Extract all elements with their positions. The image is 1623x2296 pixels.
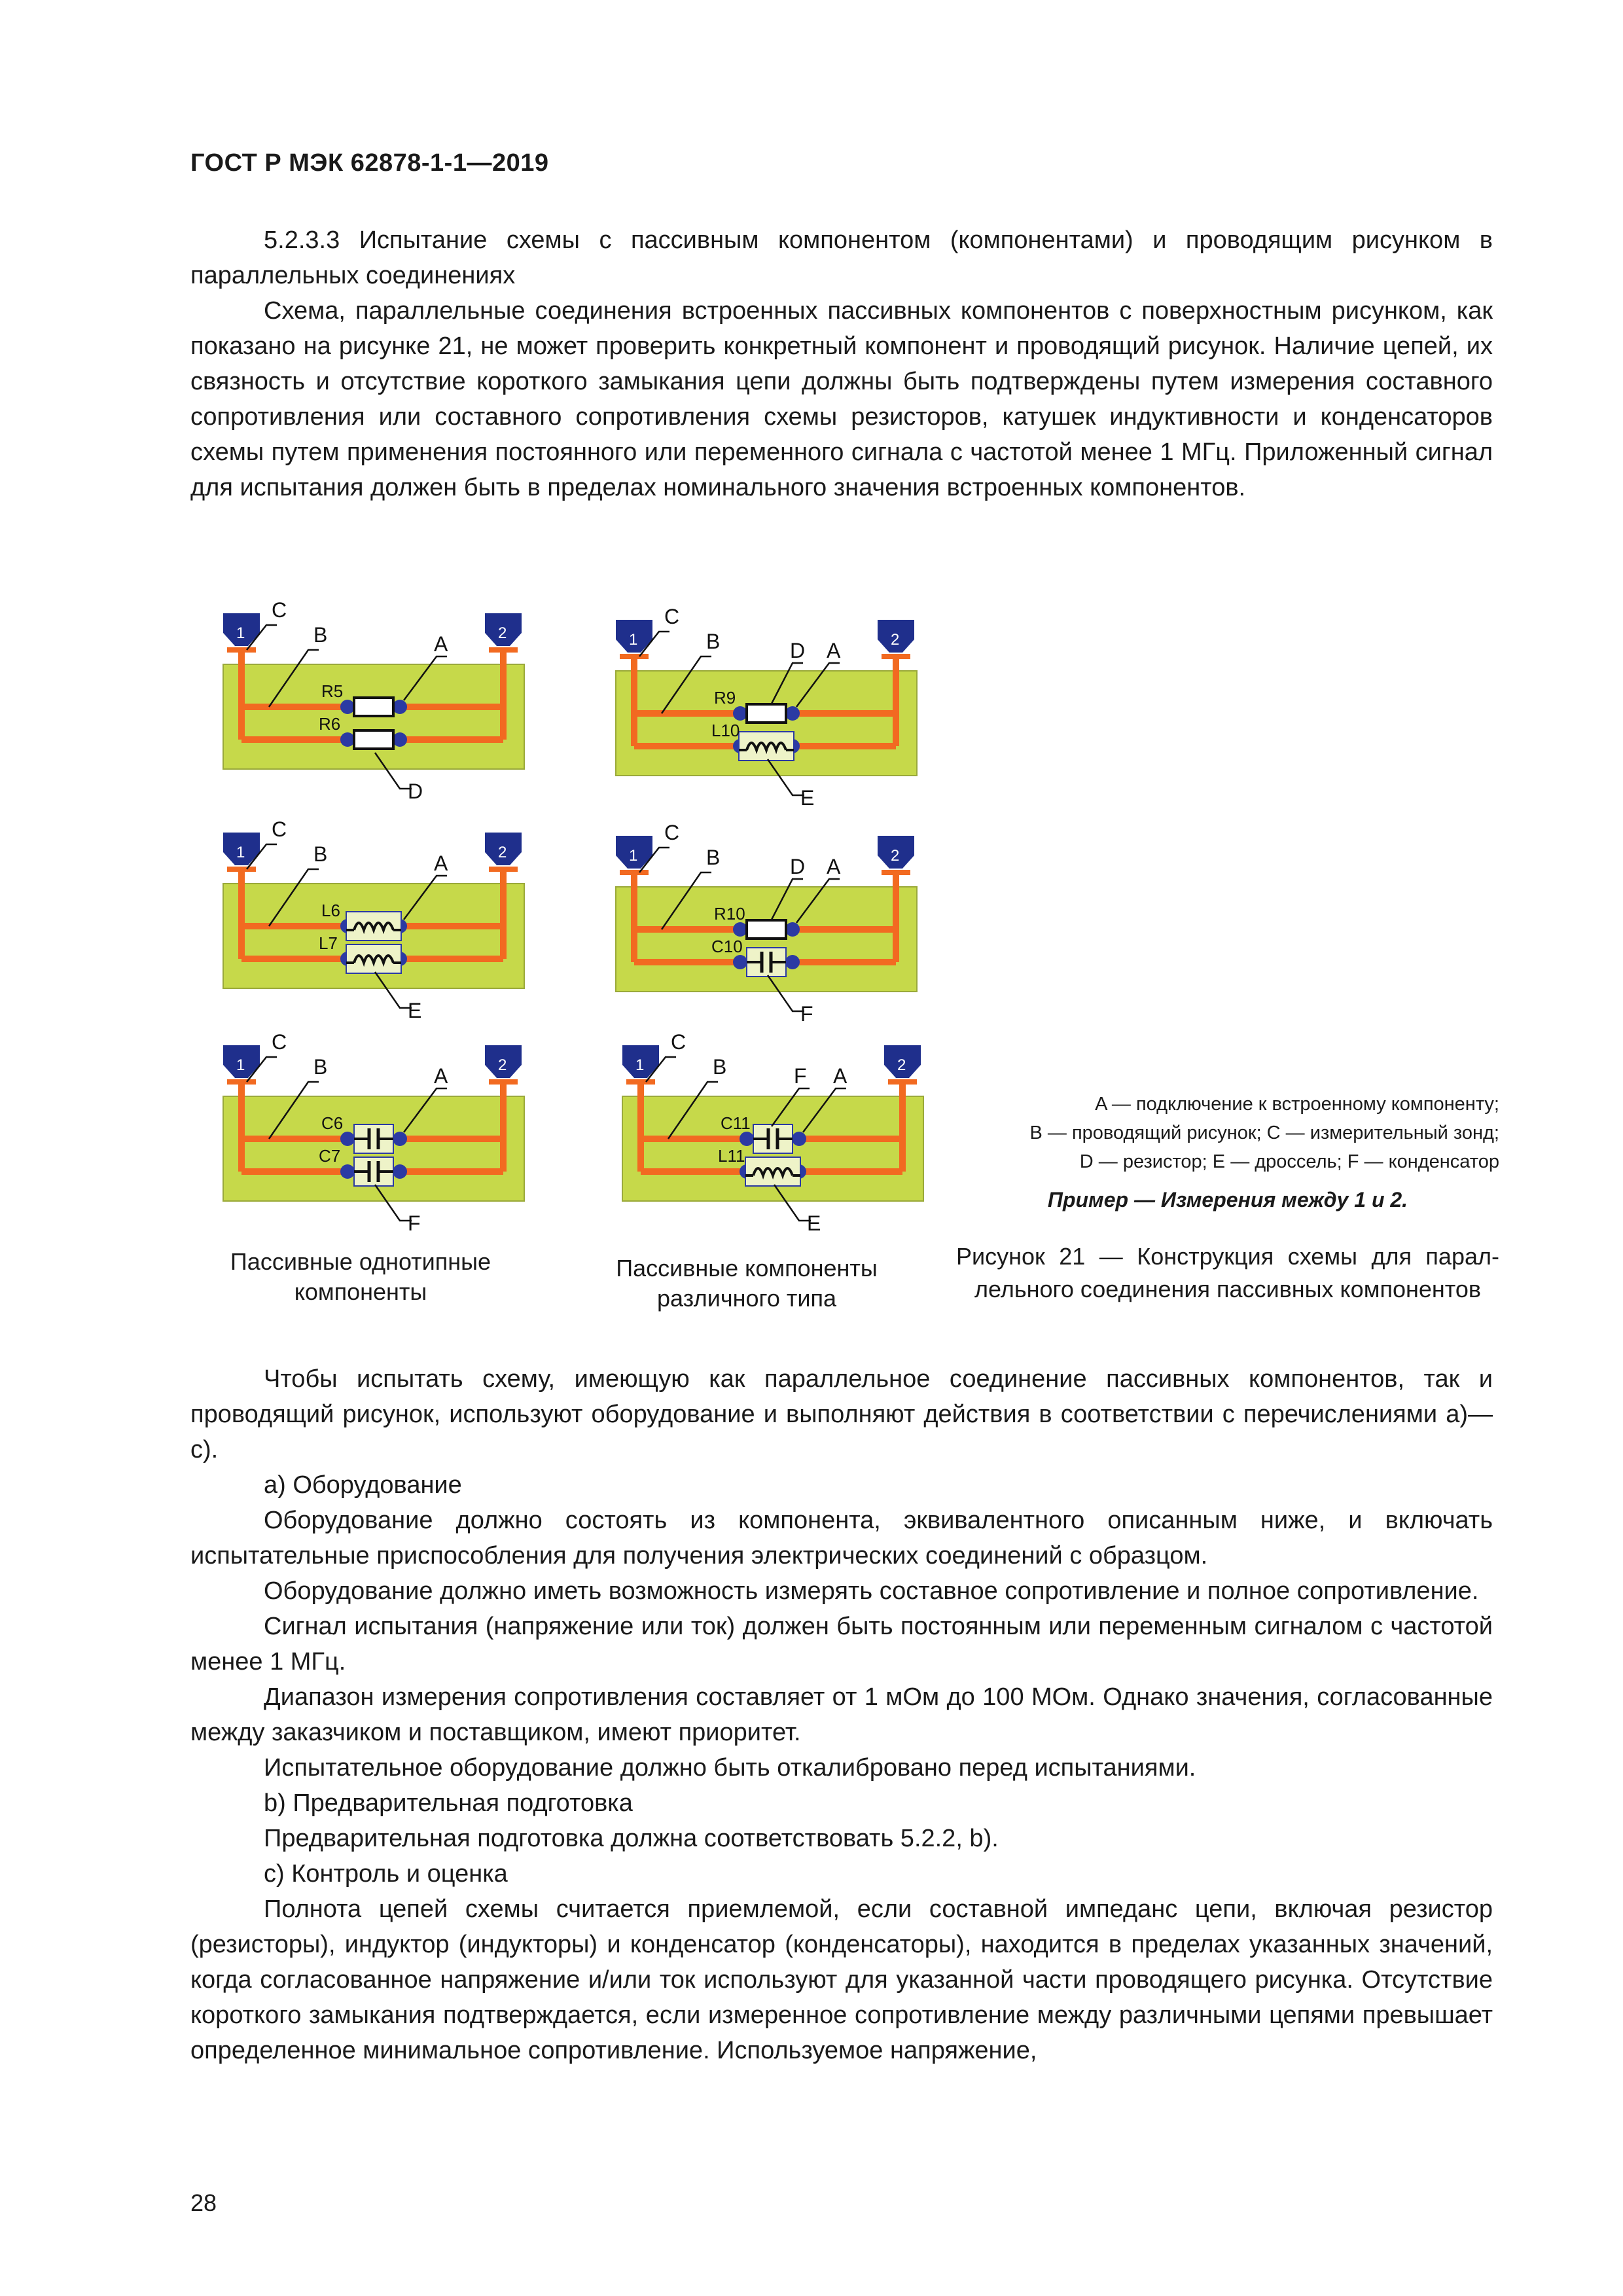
- body-paragraph: Предварительная подготовка должна соответствовать 5.2.2, b).: [264, 1825, 999, 1852]
- probe-number: 1: [236, 624, 245, 642]
- label-c: C: [272, 817, 287, 841]
- probe-number: 1: [635, 1056, 645, 1074]
- circuit-diagram: [223, 1030, 524, 1235]
- probe-number: 2: [897, 1056, 906, 1074]
- body-paragraph: Оборудование должно состоять из компонента, эквивалентного описанным ниже, и включать испытательные приспособления для получения электрических соединений с образцом.: [190, 1507, 1493, 1570]
- inductor-symbol: [739, 732, 794, 761]
- probe-number: 2: [498, 1056, 507, 1074]
- label-d: D: [408, 780, 423, 803]
- probe-number: 2: [891, 631, 900, 649]
- connection-pad: [393, 1132, 407, 1146]
- capacitor-symbol: [354, 1157, 393, 1186]
- section-heading: 5.2.3.3 Испытание схемы с пассивным компонентом (компонентами) и проводящим рисунком в параллельных соединениях: [190, 226, 1493, 289]
- connection-pad: [792, 1132, 806, 1146]
- probe-number: 1: [629, 847, 638, 865]
- circuit-diagram: [616, 821, 917, 1026]
- label-a: A: [827, 639, 841, 662]
- component-label: C7: [319, 1146, 341, 1166]
- connection-pad: [785, 922, 800, 937]
- connection-pad: [733, 706, 747, 721]
- component-label: L6: [321, 901, 340, 920]
- list-heading-b: b) Предварительная подготовка: [264, 1789, 633, 1817]
- component-label: R10: [714, 904, 745, 924]
- inductor-symbol: [346, 912, 401, 941]
- connection-pad: [733, 922, 747, 937]
- intro-section: [190, 223, 1493, 505]
- connection-pad: [340, 1132, 355, 1146]
- body-paragraph: Диапазон измерения сопротивления составляет от 1 мОм до 100 МОм. Однако значения, согласованные между заказчиком и поставщиком, имеют приоритет.: [190, 1683, 1493, 1746]
- label-b: B: [713, 1055, 727, 1079]
- connection-pad: [740, 1132, 754, 1146]
- circuit-diagram: [223, 598, 524, 803]
- component-label: L7: [319, 933, 338, 953]
- figure-legend: A — подключение к встроенному компоненту; B — проводящий рисунок; C — измерительный зонд; D — резистор; E — дроссель; F — конденсатор: [1029, 1094, 1499, 1172]
- connection-pad: [785, 706, 800, 721]
- label-e: E: [408, 999, 422, 1022]
- body-paragraph: Оборудование должно иметь возможность измерять составное сопротивление и полное сопротивление.: [264, 1577, 1479, 1605]
- label-d: D: [790, 639, 806, 662]
- label-c: C: [671, 1030, 687, 1054]
- probe-number: 2: [498, 624, 507, 642]
- label-b: B: [313, 842, 328, 866]
- label-e: E: [800, 786, 815, 810]
- label-a: A: [434, 632, 448, 656]
- label-c: C: [664, 605, 680, 628]
- component-label: C6: [321, 1113, 344, 1133]
- connection-pad: [393, 700, 407, 714]
- body-paragraph: Чтобы испытать схему, имеющую как параллельное соединение пассивных компонентов, так и проводящий рисунок, используют оборудование и выполняют действия в соответствии с перечислениями а)—с).: [190, 1365, 1493, 1463]
- circuit-diagrams: [190, 560, 1499, 1332]
- component-label: L11: [718, 1146, 745, 1166]
- caption-different-type: Пассивные компоненты различного типа: [616, 1255, 878, 1312]
- component-label: C11: [721, 1113, 751, 1133]
- label-a: A: [434, 852, 448, 875]
- figure-example: Пример — Измерения между 1 и 2.: [1047, 1188, 1408, 1211]
- connection-pad: [785, 955, 800, 969]
- label-b: B: [706, 846, 721, 869]
- caption-same-type: Пассивные однотипные компоненты: [230, 1248, 491, 1305]
- capacitor-symbol: [747, 948, 786, 977]
- probe-number: 2: [891, 847, 900, 865]
- inductor-symbol: [745, 1157, 800, 1186]
- figure-title: Рисунок 21 — Конструкция схемы для парал- лельного соединения пассивных компонентов: [956, 1243, 1499, 1302]
- probe-number: 1: [629, 631, 638, 649]
- list-heading-a: a) Оборудование: [264, 1471, 462, 1499]
- connection-pad: [340, 1164, 355, 1179]
- circuit-diagram: [622, 1030, 923, 1235]
- component-label: R6: [319, 714, 341, 734]
- label-f: F: [800, 1002, 813, 1026]
- connection-pad: [340, 700, 355, 714]
- body-section: [190, 1361, 1493, 2068]
- label-c: C: [272, 1030, 287, 1054]
- component-label: R9: [714, 688, 736, 708]
- list-heading-c: c) Контроль и оценка: [264, 1860, 508, 1888]
- page-number: 28: [190, 2189, 217, 2216]
- connection-pad: [340, 732, 355, 747]
- label-c: C: [272, 598, 287, 622]
- intro-paragraph: Схема, параллельные соединения встроенных пассивных компонентов с поверхностным рисунком, как показано на рисунке 21, не может проверить конкретный компонент и проводящий рисунок. Наличие цепей, их связность и отсутствие короткого замыкания цепи должны быть подтверждены путем измерения составного сопротивления или составного сопротивления схемы резисторов, катушек индуктивности и конденсаторов схемы путем применения постоянного или переменного сигнала с частотой менее 1 МГц. Приложенный сигнал для испытания должен быть в пределах номинального значения встроенных компонентов.: [190, 297, 1493, 501]
- connection-pad: [733, 955, 747, 969]
- label-b: B: [706, 630, 721, 653]
- resistor-symbol: [747, 920, 786, 939]
- capacitor-symbol: [354, 1124, 393, 1153]
- probe-number: 1: [236, 1056, 245, 1074]
- label-a: A: [827, 855, 841, 878]
- connection-pad: [393, 1164, 407, 1179]
- body-paragraph: Испытательное оборудование должно быть откалибровано перед испытаниями.: [264, 1754, 1196, 1782]
- circuit-diagram: [223, 817, 524, 1022]
- probe-number: 1: [236, 844, 245, 861]
- circuit-diagram: [616, 605, 917, 810]
- probe-number: 2: [498, 844, 507, 861]
- component-label: L10: [711, 721, 740, 740]
- resistor-symbol: [354, 730, 393, 749]
- label-b: B: [313, 623, 328, 647]
- component-label: R5: [321, 681, 344, 701]
- document-header: ГОСТ Р МЭК 62878-1-1—2019: [190, 149, 549, 177]
- label-e: E: [807, 1211, 821, 1235]
- label-d: D: [790, 855, 806, 878]
- connection-pad: [393, 732, 407, 747]
- inductor-symbol: [346, 944, 401, 973]
- capacitor-symbol: [753, 1124, 793, 1153]
- label-c: C: [664, 821, 680, 844]
- label-f: F: [408, 1211, 421, 1235]
- component-label: C10: [711, 937, 743, 956]
- resistor-symbol: [354, 698, 393, 716]
- resistor-symbol: [747, 704, 786, 723]
- figure-21: [190, 560, 1499, 1332]
- label-b: B: [313, 1055, 328, 1079]
- label-a: A: [434, 1064, 448, 1088]
- body-paragraph: Полнота цепей схемы считается приемлемой, если составной импеданс цепи, включая резистор (резисторы), индуктор (индукторы) и конденсатор (конденсаторы), находится в пределах указанных значений, когда согласованное напряжение и/или ток используют для указанной части проводящего рисунка. Отсутствие короткого замыкания подтверждается, если измеренное сопротивление между различными цепями превышает определенное минимальное сопротивление. Используемое напряжение,: [190, 1895, 1493, 2064]
- label-f: F: [794, 1064, 807, 1088]
- label-a: A: [833, 1064, 847, 1088]
- body-paragraph: Сигнал испытания (напряжение или ток) должен быть постоянным или переменным сигналом с частотой менее 1 МГц.: [190, 1613, 1493, 1676]
